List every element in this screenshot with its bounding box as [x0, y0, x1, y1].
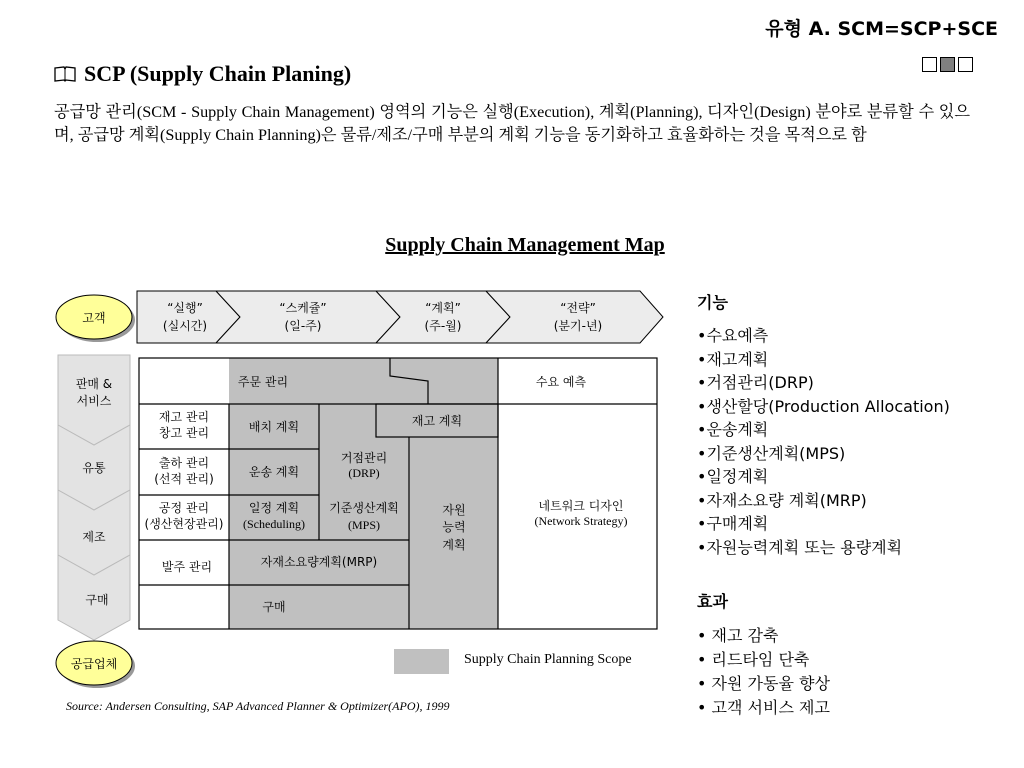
stage-manufacturing-label: 제조	[82, 530, 106, 544]
cell-transport-plan: 운송 계획	[248, 465, 300, 479]
cell-hub-mgmt-sub: (DRP)	[348, 466, 380, 480]
timeline-schedule-arrow	[216, 291, 400, 343]
cell-hub-mgmt: 거점관리	[340, 451, 388, 465]
diagram-title: Supply Chain Management Map	[385, 234, 665, 256]
slide-description: 공급망 관리(SCM - Supply Chain Management) 영역의 기능은 실행(Execution), 계획(Planning), 디자인(Design) 분야로 분류할 수 있으며, 공급망 계획(Supply Chain Planning)은 물류/제조/구매 부분의 계획 기능을 동기화하고 효율화하는 것을 목적으로 함	[54, 103, 970, 144]
stage-sales-label-1: 판매 &	[75, 377, 113, 391]
cell-inventory-plan: 재고 계획	[411, 414, 463, 428]
functions-item: • 자재소요량 계획(MRP)	[697, 489, 950, 513]
cell-process-mgmt: 공정 관리	[158, 501, 210, 515]
cell-schedule-plan: 일정 계획	[248, 501, 300, 515]
cell-resource-3: 계획	[442, 538, 466, 552]
timeline-schedule-label: “스케쥴”	[279, 301, 327, 315]
cell-network-design: 네트워크 디자인	[538, 499, 624, 513]
functions-item: • 생산할당(Production Allocation)	[697, 395, 950, 419]
legend-scope-swatch	[394, 649, 449, 674]
cell-order-mgmt: 주문 관리	[237, 375, 289, 389]
legend-scope-label: Supply Chain Planning Scope	[464, 652, 632, 667]
effects-list	[697, 624, 830, 720]
cell-shipping-mgmt: 출하 관리	[158, 456, 210, 470]
functions-item: • 수요예측	[697, 324, 950, 348]
effects-heading: 효과	[697, 592, 728, 611]
slide-title-text: SCP (Supply Chain Planing)	[84, 61, 352, 86]
customer-node	[56, 295, 135, 342]
supplier-node	[56, 641, 135, 688]
stage-purchasing-label: 구매	[85, 593, 109, 607]
timeline-strategy-arrow	[486, 291, 663, 343]
stage-arrows	[58, 355, 130, 640]
stage-sales-label-2: 서비스	[76, 394, 112, 408]
effects-item: • 고객 서비스 제고	[697, 696, 830, 720]
cell-purchasing: 구매	[262, 600, 286, 614]
cell-mps-sub: (MPS)	[347, 518, 381, 532]
functions-item: • 일정계획	[697, 465, 950, 489]
functions-item: • 기준생산계획(MPS)	[697, 442, 950, 466]
cell-inventory-mgmt-2: 창고 관리	[158, 426, 210, 440]
timeline-strategy-label: “전략”	[560, 301, 596, 315]
cell-mrp: 자재소요량계획(MRP)	[260, 555, 378, 569]
cell-process-mgmt-sub: (생산현장관리)	[144, 517, 224, 531]
cell-schedule-plan-sub: (Scheduling)	[243, 517, 305, 531]
slide-type-label: 유형 A. SCM=SCP+SCE	[765, 18, 998, 40]
cell-purchase-order: 발주 관리	[161, 560, 213, 574]
functions-item: • 거점관리(DRP)	[697, 371, 950, 395]
cell-dispatch-plan: 배치 계획	[248, 420, 300, 434]
timeline-schedule-sub: (일-주)	[284, 319, 322, 333]
functions-item: • 자원능력계획 또는 용량계획	[697, 536, 950, 560]
functions-list	[697, 324, 950, 559]
customer-node-label: 고객	[82, 311, 106, 325]
planning-scope-areas	[229, 358, 498, 629]
functions-item: • 구매계획	[697, 512, 950, 536]
timeline-strategy-sub: (분기-년)	[553, 319, 603, 333]
functions-heading: 기능	[697, 293, 728, 312]
cell-resource-2: 능력	[442, 520, 466, 534]
functions-item: • 운송계획	[697, 418, 950, 442]
cell-mps: 기준생산계획	[329, 501, 399, 515]
timeline-execution-sub: (실시간)	[162, 319, 208, 333]
effects-item: • 리드타임 단축	[697, 648, 830, 672]
cell-demand-forecast: 수요 예측	[535, 375, 587, 389]
timeline-plan-label: “계획”	[425, 301, 461, 315]
effects-item: • 자원 가동율 향상	[697, 672, 830, 696]
timeline-execution-label: “실행”	[167, 301, 203, 315]
cell-inventory-mgmt-1: 재고 관리	[158, 410, 210, 424]
cell-network-design-sub: (Network Strategy)	[534, 514, 628, 528]
timeline-arrows	[137, 291, 663, 343]
supplier-node-label: 공급업체	[70, 657, 118, 671]
functions-item: • 재고계획	[697, 348, 950, 372]
stage-distribution-label: 유통	[82, 461, 106, 475]
cell-resource-1: 자원	[442, 503, 466, 517]
diagram-source: Source: Andersen Consulting, SAP Advanced Planner & Optimizer(APO), 1999	[66, 699, 450, 713]
timeline-plan-sub: (주-월)	[424, 319, 462, 333]
effects-item: • 재고 감축	[697, 624, 830, 648]
cell-shipping-mgmt-sub: (선적 관리)	[154, 472, 214, 486]
